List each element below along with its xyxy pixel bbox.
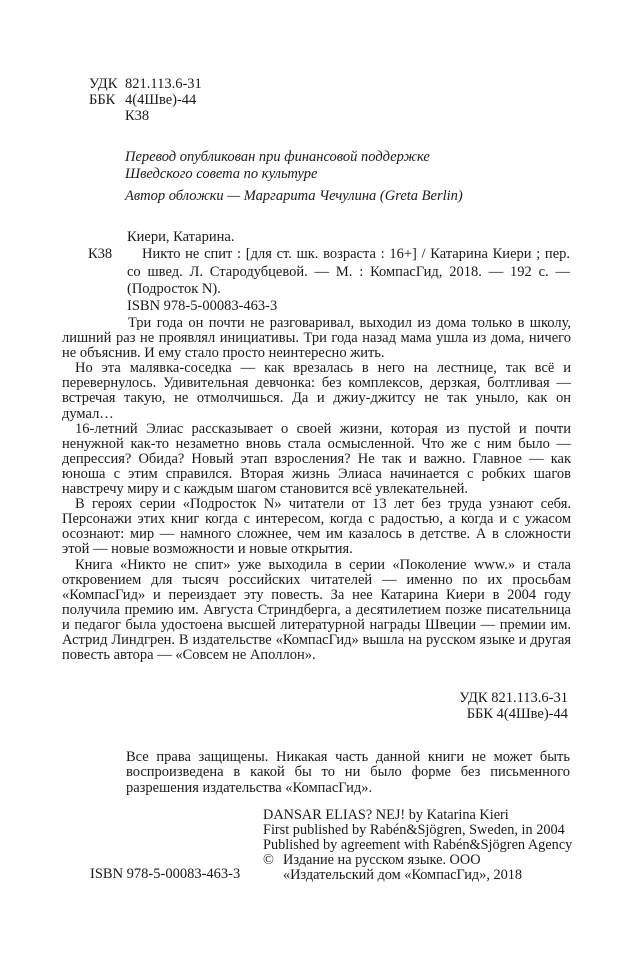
annotation-paragraph: Книга «Никто не спит» уже выходила в серии «Поколение www.» и стала откровением для тысяч российских читателей — именно по их просьбам «КомпасГид» и переиздает эту повесть. За нее Катарина Киери в 2004 году получила премию им. Августа Стриндберга, а десятилетием позже писательница и педагог была удостоена высшей литературной награды Швеции — премии им. Астрид Линдгрен. В издательстве «КомпасГид» вышла на русском языке и другая повесть автора — «Совсем не Аполлон». [62, 556, 571, 664]
funding-line-2: Шведского совета по культуре [125, 166, 318, 182]
funding-note [125, 149, 463, 205]
cover-credit: Автор обложки — Маргарита Чечулина (Greta Berlin) [125, 188, 463, 204]
catalog-card [88, 229, 570, 315]
rights-notice [126, 750, 570, 796]
catalog-author-heading: Киери, Катарина. [127, 229, 235, 245]
udk-label: УДК [89, 76, 118, 92]
catalog-isbn: ISBN 978-5-00083-463-3 [127, 298, 278, 315]
original-title: DANSAR ELIAS? NEJ! by Katarina Kieri [263, 807, 509, 823]
annotation-block [62, 316, 571, 663]
copyright-row [263, 853, 575, 883]
imprint-bottom [459, 690, 568, 722]
bbk-row [89, 92, 202, 108]
agreement-line: Published by agreement with Rabén&Sjögren Agency [263, 836, 573, 853]
author-sign-row [89, 108, 202, 124]
copyright-text: Издание на русском языке. ООО «Издательский дом «КомпасГид», 2018 [283, 851, 523, 883]
author-sign-value: К38 [125, 108, 150, 124]
annotation-paragraph: 16-летний Элиас рассказывает о своей жизни, которая из пустой и почти ненужной как-то незаметно вновь стала осмысленной. Что же с ним было — депрессия? Обида? Новый этап взросления? Не так и важно. Главное — как юноша с этим справился. Вторая жизнь Элиаса начинается с робких шагов навстречу миру и с каждым шагом становится всё увлекательней. [62, 420, 571, 498]
funding-line-1: Перевод опубликован при финансовой поддержке [125, 149, 430, 165]
udk-bottom: УДК 821.113.6-31 [459, 690, 568, 706]
catalog-description: Никто не спит : [для ст. шк. возраста : 16+] / Катарина Киери ; пер. со швед. Л. Стародубцевой. — М. : КомпасГид, 2018. — 192 с. — (Подросток N). [127, 246, 570, 297]
imprint-top [89, 76, 202, 124]
bbk-value: 4(4Шве)-44 [125, 92, 197, 108]
bbk-label: ББК [89, 92, 116, 108]
catalog-author-sign: К38 [88, 246, 113, 262]
udk-row [89, 76, 202, 92]
colophon-isbn: ISBN 978-5-00083-463-3 [90, 866, 241, 882]
rights-text: Все права защищены. Никакая часть данной книги не может быть воспроизведена в какой бы то ни было форме без письменного разрешения издательства «КомпасГид». [126, 749, 570, 796]
annotation-paragraph: Но эта малявка-соседка — как врезалась в него на лестнице, так всё и перевернулось. Удивительная девчонка: без комплексов, дерзкая, болтливая — встречая такую, не отмолчишься. Да и джиу-джитсу не так уныло, как он думал… [62, 360, 571, 422]
first-published-line: First published by Rabén&Sjögren, Sweden, in 2004 [263, 821, 565, 838]
bbk-bottom: ББК 4(4Шве)-44 [466, 706, 568, 722]
colophon [263, 808, 575, 883]
copyright-symbol: © [263, 851, 274, 868]
annotation-paragraph: В героях серии «Подросток N» читатели от 13 лет без труда узнают себя. Персонажи этих книг когда с интересом, когда с радостью, а когда и с ужасом осознают: мир — намного сложнее, чем им казалось в детстве. А в сложности этой — новые возможности и новые открытия. [62, 496, 571, 558]
udk-value: 821.113.6-31 [125, 76, 202, 92]
annotation-paragraph: Три года он почти не разговаривал, выходил из дома только в школу, лишний раз не проявлял инициативы. Три года назад мама ушла из дома, ничего не объяснив. И ему стало просто неинтересно жить. [62, 315, 571, 362]
